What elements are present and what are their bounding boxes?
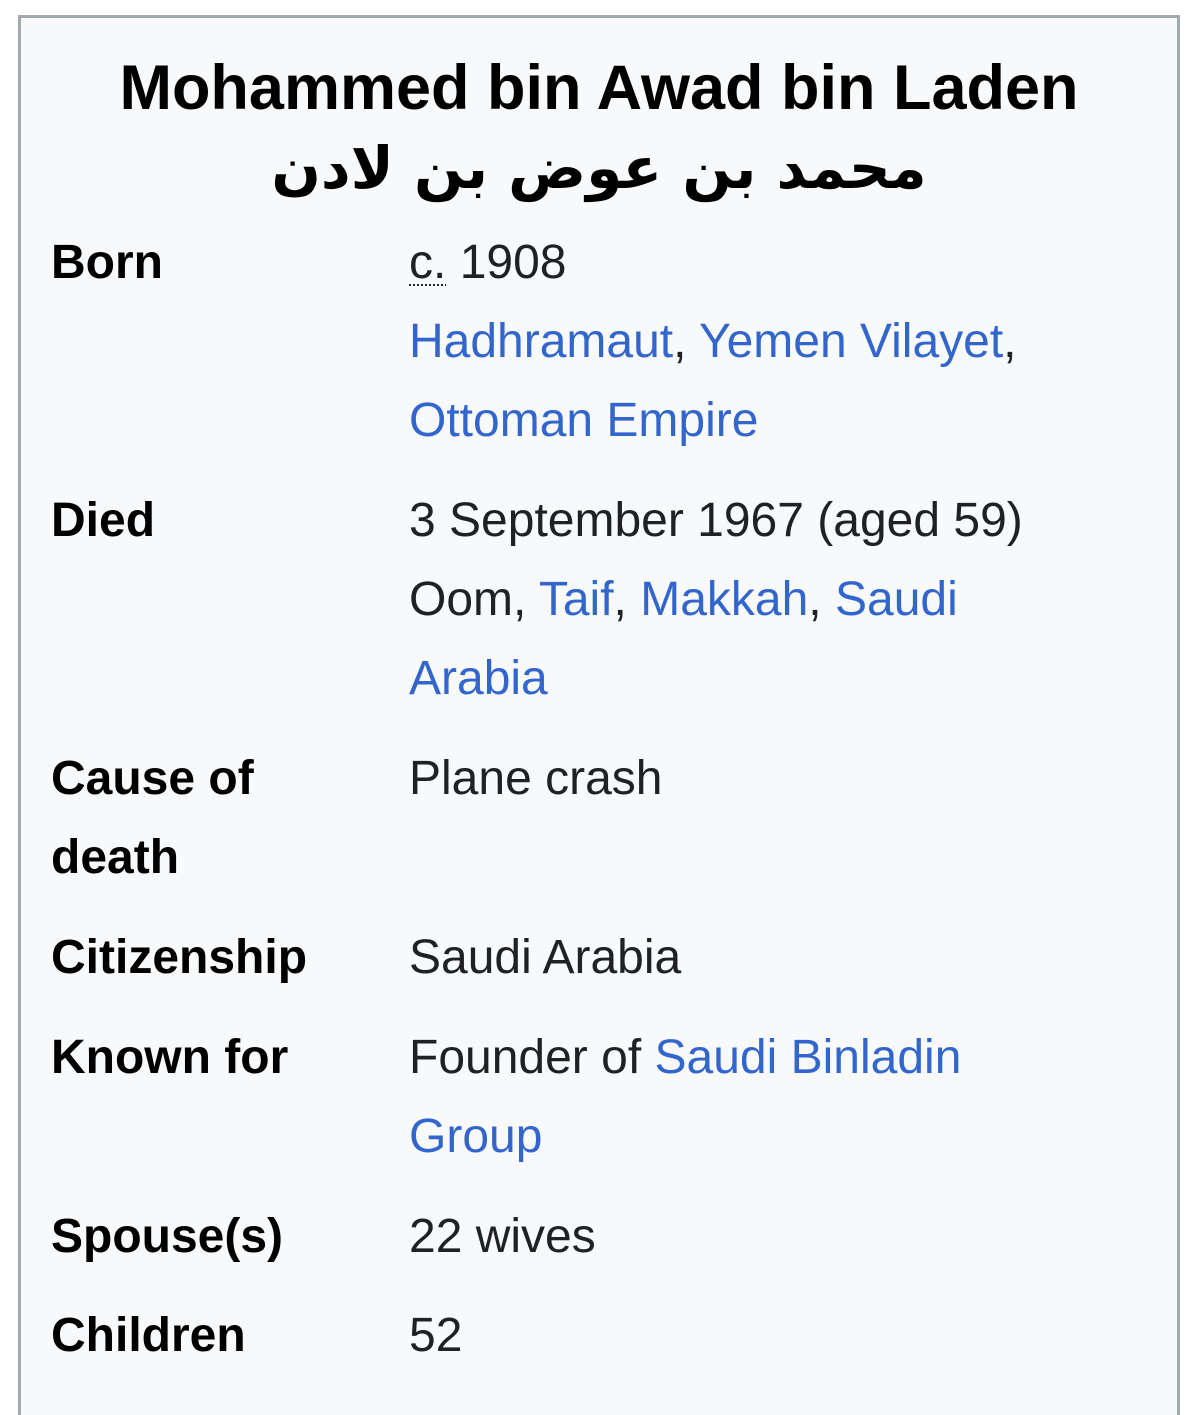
link-saudi-binladin-group[interactable]: Saudi Binladin bbox=[654, 1031, 962, 1084]
separator: , bbox=[673, 315, 687, 368]
circa-abbr[interactable]: c. bbox=[409, 236, 447, 289]
cause-of-death-label bbox=[51, 739, 371, 897]
citizenship-value: Saudi Arabia bbox=[409, 931, 682, 984]
died-date: 3 September 1967 (aged 59) bbox=[409, 494, 1023, 547]
known-for-label: Known for bbox=[51, 1031, 289, 1084]
link-taif[interactable]: Taif bbox=[538, 573, 614, 626]
spouses-label: Spouse(s) bbox=[51, 1210, 284, 1263]
cause-of-death-value: Plane crash bbox=[409, 752, 663, 805]
died-place-prefix: Oom, bbox=[409, 573, 527, 626]
infobox-title: Mohammed bin Awad bin Laden bbox=[119, 53, 1079, 123]
link-hadhramaut[interactable]: Hadhramaut bbox=[409, 315, 674, 368]
known-for-prefix: Founder of bbox=[409, 1031, 642, 1084]
born-date-line bbox=[409, 223, 1169, 302]
link-saudi-binladin-group-cont[interactable]: Group bbox=[409, 1110, 543, 1163]
link-ottoman-empire[interactable]: Ottoman Empire bbox=[409, 394, 759, 447]
died-place-line-2 bbox=[409, 639, 1169, 718]
spouses-value: 22 wives bbox=[409, 1210, 596, 1263]
born-value bbox=[409, 223, 1169, 460]
cause-of-death-label-line2: death bbox=[51, 831, 180, 884]
link-saudi-arabia[interactable]: Saudi bbox=[834, 573, 958, 626]
cause-of-death-label-line1: Cause of bbox=[51, 752, 254, 805]
born-place-line bbox=[409, 302, 1169, 381]
separator: , bbox=[808, 573, 822, 626]
known-for-line-2 bbox=[409, 1097, 1169, 1176]
separator: , bbox=[613, 573, 627, 626]
children-value: 52 bbox=[409, 1309, 463, 1362]
citizenship-label: Citizenship bbox=[51, 931, 308, 984]
infobox-title-arabic: محمد بن عوض بن لادن bbox=[271, 134, 927, 202]
died-place-line bbox=[409, 560, 1169, 639]
died-label: Died bbox=[51, 494, 156, 547]
died-value bbox=[409, 481, 1169, 718]
born-place-line-2 bbox=[409, 381, 1169, 460]
children-label: Children bbox=[51, 1309, 246, 1362]
infobox bbox=[18, 15, 1180, 1415]
separator: , bbox=[1003, 315, 1017, 368]
born-label: Born bbox=[51, 236, 163, 289]
link-saudi-arabia-cont[interactable]: Arabia bbox=[409, 652, 548, 705]
born-year: 1908 bbox=[459, 236, 567, 289]
known-for-value bbox=[409, 1018, 1169, 1176]
link-yemen-vilayet[interactable]: Yemen Vilayet bbox=[698, 315, 1004, 368]
link-makkah[interactable]: Makkah bbox=[640, 573, 809, 626]
known-for-line bbox=[409, 1018, 1169, 1097]
